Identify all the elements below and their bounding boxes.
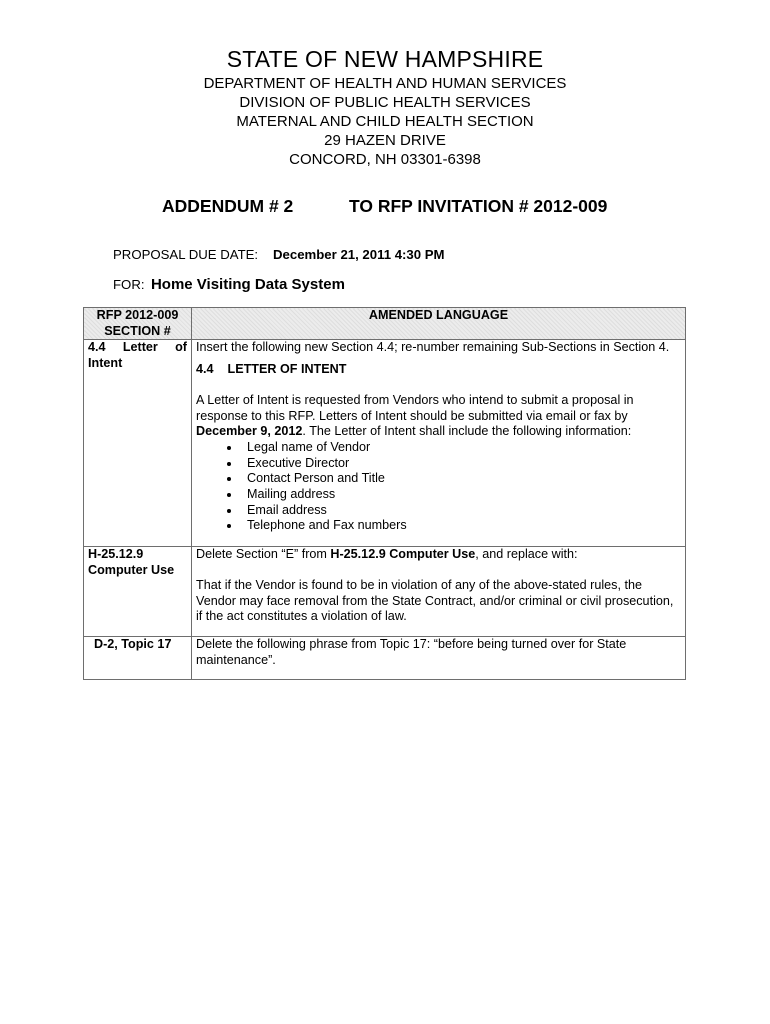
row1-content-cell (192, 340, 686, 547)
row2-section-line-2: Computer Use (88, 562, 175, 577)
street-address: 29 HAZEN DRIVE (324, 132, 446, 149)
row1-section-line-2: Intent (88, 356, 123, 371)
row1-section-line-1 (88, 340, 187, 356)
amended-language-header-text: AMENDED LANGUAGE (368, 308, 509, 322)
letterhead (0, 44, 770, 169)
row1-body-date: December 9, 2012 (196, 424, 303, 439)
table-header-row (84, 308, 686, 340)
row1-body-text-end: . The Letter of Intent shall include the following information: (302, 424, 632, 439)
division-name: DIVISION OF PUBLIC HEALTH SERVICES (239, 94, 531, 111)
row3-section: D-2, Topic 17 (94, 636, 172, 651)
list-item: • Mailing address (241, 487, 681, 503)
row2-intro-bold: H-25.12.9 Computer Use (330, 547, 476, 562)
row2-section-line-1: H-25.12.9 (88, 547, 144, 562)
row2-section-cell (84, 547, 192, 637)
for-value: Home Visiting Data System (150, 276, 345, 293)
row1-section-number: 4.4 (88, 340, 106, 355)
row2-paragraph: That if the Vendor is found to be in violation of any of the above-stated rules, the Vendor may face removal from the State Contract, and/or criminal or civil prosecution, if the act constitutes a violation of law. (196, 577, 674, 624)
due-date-label: PROPOSAL DUE DATE: (113, 247, 259, 262)
section-name: MATERNAL AND CHILD HEALTH SECTION (236, 113, 534, 130)
row3-content-cell (192, 636, 686, 679)
row1-heading: 4.4 LETTER OF INTENT (196, 362, 347, 377)
row1-intro: Insert the following new Section 4.4; re-number remaining Sub-Sections in Section 4. (196, 340, 670, 355)
list-item: • Legal name of Vendor (241, 440, 681, 456)
amended-language-header (192, 308, 686, 340)
row1-section-cell (84, 340, 192, 547)
row1-body-text: A Letter of Intent is requested from Vendors who intend to submit a proposal in response to this RFP. Letters of Intent should be submitted via email or fax by (196, 392, 634, 423)
list-item: • Executive Director (241, 456, 681, 472)
table-row (84, 547, 686, 637)
row2-intro-text-end: , and replace with: (475, 547, 578, 562)
section-column-header (84, 308, 192, 340)
row3-section-cell (84, 636, 192, 679)
row3-text: Delete the following phrase from Topic 17: “before being turned over for State maintenance”. (196, 636, 627, 667)
row2-content-cell (192, 547, 686, 637)
for-label: FOR: (113, 277, 145, 292)
section-header-line-1: RFP 2012-009 (96, 308, 179, 322)
city-address: CONCORD, NH 03301-6398 (289, 151, 481, 168)
due-date-value: December 21, 2011 4:30 PM (273, 247, 445, 262)
amendment-table (83, 307, 686, 680)
section-header-line-2: SECTION # (104, 323, 171, 338)
addendum-number: ADDENDUM # 2 (162, 196, 294, 216)
table-row (84, 340, 686, 547)
row1-section-of: of (175, 340, 187, 355)
row1-body (196, 393, 681, 440)
row1-section-word: Letter (122, 340, 158, 355)
list-item: • Contact Person and Title (241, 471, 681, 487)
row2-intro-text: Delete Section “E” from (196, 547, 331, 562)
for-line (113, 276, 345, 294)
letter-of-intent-items (196, 440, 681, 534)
proposal-due-date (113, 247, 445, 262)
list-item: • Email address (241, 503, 681, 519)
state-title: STATE OF NEW HAMPSHIRE (226, 46, 544, 72)
rfp-invitation-number: TO RFP INVITATION # 2012-009 (349, 196, 608, 216)
row2-intro (196, 547, 681, 563)
department-name: DEPARTMENT OF HEALTH AND HUMAN SERVICES (203, 75, 567, 92)
table-row (84, 636, 686, 679)
list-item: • Telephone and Fax numbers (241, 518, 681, 534)
